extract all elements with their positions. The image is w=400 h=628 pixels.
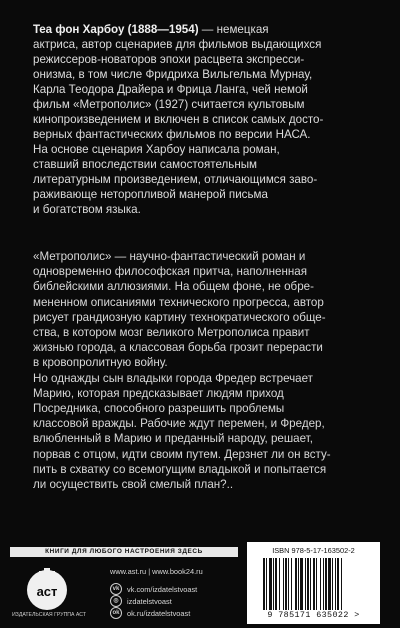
annotation-line: Марию, которая предсказывает людям приход	[33, 386, 284, 400]
bio-line: ставший впоследствии самостоятельным	[33, 158, 258, 171]
bio-line: режиссеров-новаторов эпохи расцвета экспресси-	[33, 53, 305, 66]
annotation-line: одновременно философская притча, наполненная	[33, 265, 308, 279]
social-instagram[interactable]	[110, 595, 172, 607]
publisher-sites[interactable]: www.ast.ru | www.book24.ru	[110, 567, 203, 576]
bio-line: На основе сценария Харбоу написала роман,	[33, 143, 280, 156]
bio-line: Карла Теодора Драйера и Фрица Ланга, чей немой	[33, 83, 308, 96]
bio-line: верных фантастических фильмов по версии НАСА.	[33, 128, 311, 141]
social-ok[interactable]	[110, 607, 190, 619]
bio-line: онизма, в том числе Фридриха Вильгельма Мурнау,	[33, 68, 313, 81]
bio-line: кинопроизведением и включен в список самых досто-	[33, 113, 324, 126]
instagram-icon: ◎	[110, 595, 122, 607]
annotation-line: порвав с отцом, идти своим путем. Дерзнет ли он всту-	[33, 447, 331, 461]
publisher-footer	[0, 538, 400, 628]
author-bio	[33, 22, 358, 217]
bio-line: литературным произведением, отличающимся заво-	[33, 173, 318, 186]
annotation-line: Посредника, способного разрешить проблемы	[33, 402, 285, 416]
annotation-line: в кровопролитную войну.	[33, 356, 168, 370]
social-instagram-link[interactable]: izdatelstvoast	[127, 596, 172, 606]
publisher-caption: ИЗДАТЕЛЬСКАЯ ГРУППА АСТ	[11, 612, 87, 618]
promo-strip: КНИГИ ДЛЯ ЛЮБОГО НАСТРОЕНИЯ ЗДЕСЬ	[10, 547, 238, 557]
bio-line: и богатством языка.	[33, 203, 141, 216]
odnoklassniki-icon: ok	[110, 607, 122, 619]
barcode-panel	[247, 542, 380, 624]
annotation-line: влюбленный в Марию и преданный народу, решает,	[33, 432, 313, 446]
social-vk[interactable]	[110, 583, 197, 595]
annotation-line: пить в схватку со всемогущим владыкой и попытается	[33, 462, 327, 476]
vk-icon: vk	[110, 583, 122, 595]
annotation-line: рисует грандиозную картину технократического обще-	[33, 310, 326, 324]
annotation-line: классовой вражды. Рабочие ждут перемен, и Фредер,	[33, 417, 325, 431]
annotation-line: жизнью города, а классовая борьба грозит перерасти	[33, 341, 323, 355]
annotation-line: «Метрополис» — научно-фантастический роман и	[33, 250, 306, 263]
author-name: Tea фон Харбоу (1888—1954)	[33, 23, 199, 36]
annotation-line: библейскими аллюзиями. На общем фоне, не обре-	[33, 280, 314, 294]
social-vk-link[interactable]: vk.com/izdatelstvoast	[127, 584, 198, 594]
bio-line: актриса, автор сценариев для фильмов выдающихся	[33, 38, 322, 51]
isbn-label: ISBN 978-5-17-163502-2	[272, 546, 355, 555]
bio-first-line: Tea фон Харбоу (1888—1954) — немецкая	[33, 23, 269, 36]
annotation-line: ли осуществить свой смелый план?..	[33, 478, 234, 492]
ast-logo-text: аст	[36, 584, 58, 599]
social-ok-link[interactable]: ok.ru/izdatelstvoast	[127, 608, 191, 618]
bio-line: раживающе неторопливой манерой письма	[33, 188, 268, 201]
bio-line: фильм «Метрополис» (1927) считается культовым	[33, 98, 305, 111]
barcode-digits: 9 785171 635022 >	[267, 610, 360, 620]
annotation-line: мененном описаниями технического прогресса, автор	[33, 295, 324, 309]
book-annotation	[33, 249, 358, 492]
barcode-icon	[263, 558, 364, 610]
annotation-line: ства, в котором мозг великого Метрополиса правит	[33, 326, 310, 340]
annotation-line: Но однажды сын владыки города Фредер встречает	[33, 371, 313, 385]
